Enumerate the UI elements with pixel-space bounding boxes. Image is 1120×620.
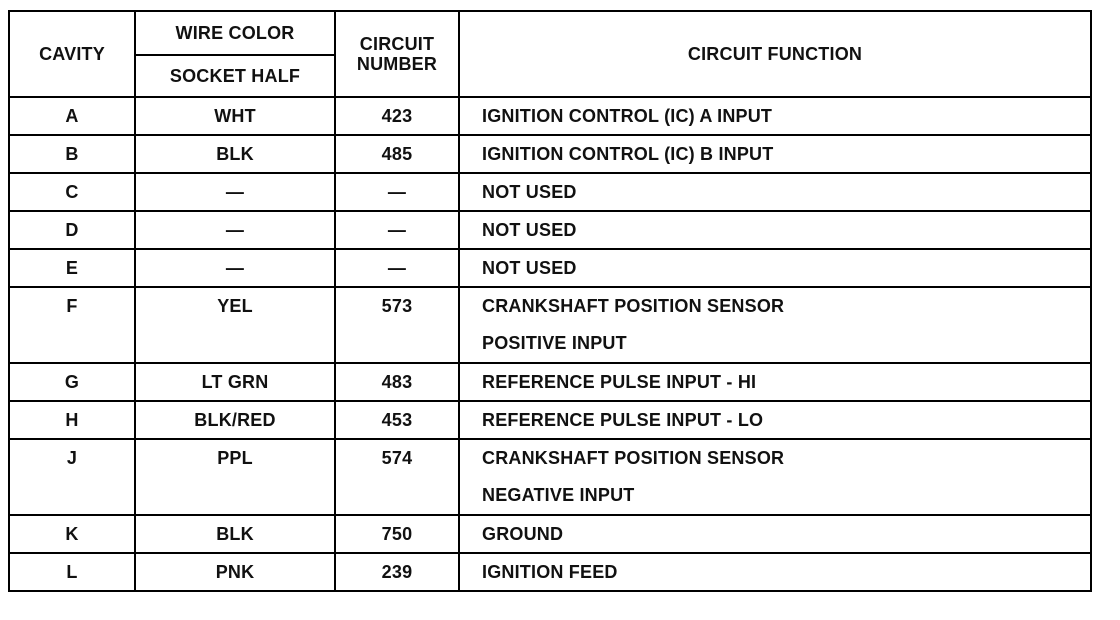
circuit-number-cell: — [335,249,459,287]
wire-color-cell [135,287,335,363]
circuit-function-cell: NOT USED [459,249,1091,287]
cavity-cell [9,287,135,363]
circuit-number-cell: 483 [335,363,459,401]
circuit-function-line: CRANKSHAFT POSITION SENSOR [482,296,785,316]
circuit-number-header-line1: CIRCUIT [359,34,435,54]
table-row [9,287,1091,363]
cavity-cell: G [9,363,135,401]
wire-color-header: WIRE COLOR [135,11,335,55]
circuit-function-cell: REFERENCE PULSE INPUT - HI [459,363,1091,401]
cavity-header: CAVITY [9,11,135,97]
circuit-number-header [335,11,459,97]
table-row [9,553,1091,591]
cavity-cell: K [9,515,135,553]
cavity-cell: C [9,173,135,211]
wire-color-cell: BLK [135,135,335,173]
wire-color-cell-text: YEL [217,296,253,316]
circuit-number-cell: 453 [335,401,459,439]
wire-color-cell: PNK [135,553,335,591]
table-row [9,135,1091,173]
circuit-function-line: CRANKSHAFT POSITION SENSOR [482,448,785,468]
wire-color-cell: — [135,173,335,211]
circuit-number-cell-text: 573 [381,296,413,316]
table-row [9,173,1091,211]
circuit-function-cell: REFERENCE PULSE INPUT - LO [459,401,1091,439]
cavity-cell: D [9,211,135,249]
circuit-function-cell: IGNITION CONTROL (IC) A INPUT [459,97,1091,135]
connector-pinout-table [8,10,1092,592]
circuit-number-header-line2: NUMBER [356,54,438,74]
cavity-cell-text: J [66,448,78,468]
circuit-number-cell: 485 [335,135,459,173]
circuit-number-cell: — [335,173,459,211]
wire-color-cell: WHT [135,97,335,135]
circuit-function-line: NEGATIVE INPUT [482,485,635,505]
circuit-number-cell [335,287,459,363]
cavity-cell: L [9,553,135,591]
cavity-cell: B [9,135,135,173]
circuit-function-cell [459,287,1091,363]
cavity-cell-text: F [66,296,78,316]
circuit-function-cell [459,439,1091,515]
cavity-cell [9,439,135,515]
table-row [9,97,1091,135]
table-body [9,97,1091,591]
table-header [9,11,1091,97]
circuit-function-header: CIRCUIT FUNCTION [459,11,1091,97]
wire-color-cell-text: PPL [217,448,253,468]
cavity-cell: H [9,401,135,439]
table-row [9,211,1091,249]
wire-color-cell: BLK [135,515,335,553]
circuit-function-line: POSITIVE INPUT [482,333,627,353]
wire-color-cell [135,439,335,515]
wire-color-cell: BLK/RED [135,401,335,439]
table-row [9,515,1091,553]
circuit-function-cell: IGNITION CONTROL (IC) B INPUT [459,135,1091,173]
circuit-number-cell: 239 [335,553,459,591]
cavity-cell: E [9,249,135,287]
circuit-number-cell-text: 574 [381,448,413,468]
circuit-function-cell: IGNITION FEED [459,553,1091,591]
circuit-function-cell: NOT USED [459,211,1091,249]
table-row [9,363,1091,401]
table-row [9,401,1091,439]
wire-color-cell: — [135,211,335,249]
table-row [9,249,1091,287]
circuit-number-cell: — [335,211,459,249]
circuit-number-cell: 423 [335,97,459,135]
cavity-cell: A [9,97,135,135]
table-row [9,439,1091,515]
circuit-function-cell: NOT USED [459,173,1091,211]
circuit-number-cell [335,439,459,515]
socket-half-header: SOCKET HALF [135,55,335,97]
wire-color-cell: LT GRN [135,363,335,401]
circuit-number-cell: 750 [335,515,459,553]
circuit-function-cell: GROUND [459,515,1091,553]
wire-color-cell: — [135,249,335,287]
